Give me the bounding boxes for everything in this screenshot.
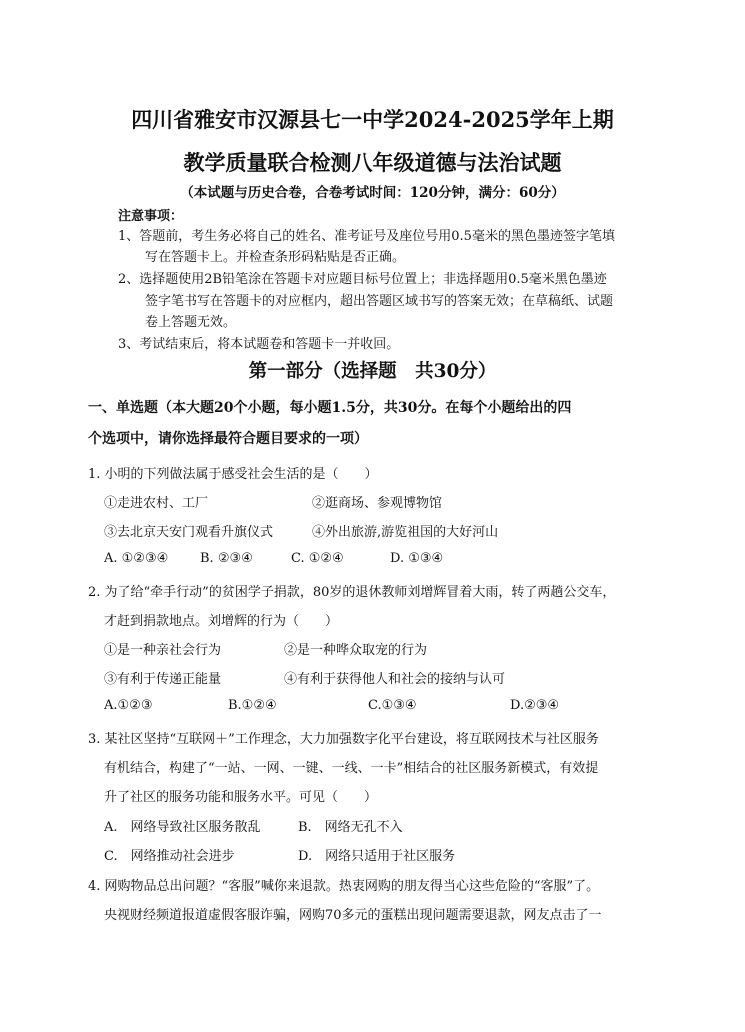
question-1-option-b: B. ②③④ (200, 551, 253, 566)
question-1-option-c: C. ①②④ (291, 551, 344, 566)
part1-title: 第一部分（选择题 共30分） (248, 361, 497, 382)
question-1-option-a: A. ①②③④ (104, 551, 169, 566)
question-2-option-c: C.①③④ (368, 698, 417, 713)
notice-item-3: 3、考试结束后，将本试题卷和答题卡一并收回。 (118, 337, 400, 352)
question-2-option-a: A.①②③ (104, 698, 153, 713)
notice-item-2-cont: 签字笔书写在答题卡的对应框内，超出答题区域书写的答案无效；在草稿纸、试题 (145, 294, 614, 309)
section-instruction-line1: 一、单选题（本大题20个小题，每小题1.5分，共30分。在每个小题给出的四 (88, 400, 572, 416)
question-4-stem-line1: 4. 网购物品总出问题？“客服”喊你来退款。热衷网购的朋友得当心这些危险的“客服”了。 (88, 879, 600, 894)
notice-item-2: 2、选择题使用2B铅笔涂在答题卡对应题目标号位置上；非选择题用0.5毫米黑色墨迹 (118, 272, 607, 287)
question-3-stem-line1: 3. 某社区坚持“互联网＋”工作理念，大力加强数字化平台建设，将互联网技术与社区服务 (88, 732, 599, 747)
section-instruction-line2: 个选项中，请你选择最符合题目要求的一项） (88, 431, 368, 447)
notice-item-1-cont: 写在答题卡上。并检查条形码粘贴是否正确。 (145, 250, 406, 265)
question-1-statement-4: ④外出旅游,游览祖国的大好河山 (312, 525, 499, 540)
exam-title-line1: 四川省雅安市汉源县七一中学2024-2025学年上期 (131, 107, 614, 132)
question-2-statement-2: ②是一种哗众取宠的行为 (284, 643, 428, 658)
question-4-stem-line2: 央视财经频道报道虚假客服诈骗，网购70多元的蛋糕出现问题需要退款，网友点击了一 (104, 908, 602, 923)
question-2-statement-4: ④有利于获得他人和社会的接纳与认可 (284, 672, 506, 687)
question-2-stem-line2: 才赶到捐款地点。刘增辉的行为（ ） (104, 614, 339, 629)
question-1-stem: 1. 小明的下列做法属于感受社会生活的是（ ） (88, 467, 378, 482)
notice-item-1: 1、答题前，考生务必将自己的姓名、准考证号及座位号用0.5毫米的黑色墨迹签字笔填 (118, 229, 615, 244)
question-1-statement-2: ②逛商场、参观博物馆 (312, 496, 443, 511)
question-3-option-d: D. 网络只适用于社区服务 (298, 849, 456, 864)
question-3-option-a: A. 网络导致社区服务散乱 (104, 820, 261, 835)
question-1-option-d: D. ①③④ (390, 551, 444, 566)
question-3-option-c: C. 网络推动社会进步 (104, 849, 235, 864)
question-1-statement-3: ③去北京天安门观看升旗仪式 (104, 525, 274, 540)
question-3-option-b: B. 网络无孔不入 (298, 820, 403, 835)
question-3-stem-line2: 有机结合，构建了“一站、一网、一键、一线、一卡”相结合的社区服务新模式，有效提 (104, 761, 599, 776)
exam-subtitle: （本试题与历史合卷，合卷考试时间：120分钟，满分：60分） (180, 185, 565, 201)
question-2-option-b: B.①②④ (228, 698, 277, 713)
notice-heading: 注意事项： (118, 209, 184, 224)
question-2-statement-3: ③有利于传递正能量 (104, 672, 222, 687)
exam-title-line2: 教学质量联合检测八年级道德与法治试题 (183, 150, 562, 175)
question-2-statement-1: ①是一种亲社会行为 (104, 643, 222, 658)
notice-item-2-cont2: 卷上答题无效。 (145, 315, 237, 330)
question-1-statement-1: ①走进农村、工厂 (104, 496, 209, 511)
question-3-stem-line3: 升了社区的服务功能和服务水平。可见（ ） (104, 790, 378, 805)
question-2-stem-line1: 2. 为了给“牵手行动”的贫困学子捐款，80岁的退休教师刘增辉冒着大雨，转了两趟公交车， (88, 585, 616, 600)
question-2-option-d: D.②③④ (510, 698, 560, 713)
